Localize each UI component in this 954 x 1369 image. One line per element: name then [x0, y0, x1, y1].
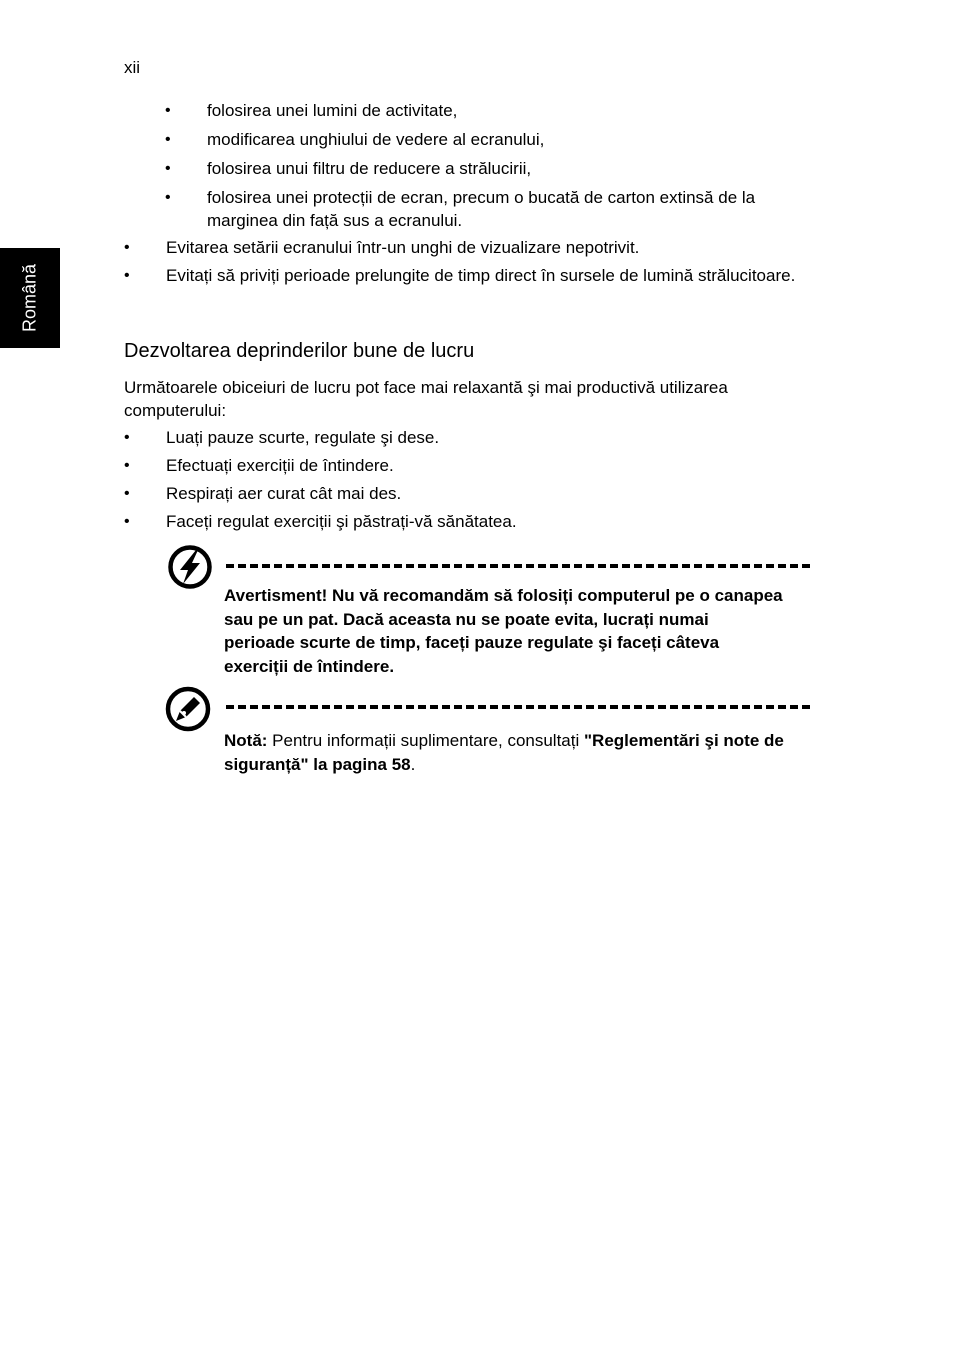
- list-item: [165, 128, 817, 151]
- bullet-icon: •: [124, 513, 130, 530]
- note-body: Pentru informații suplimentare, consultați: [267, 731, 584, 750]
- list-item-text: folosirea unui filtru de reducere a strălucirii,: [207, 159, 532, 178]
- list-item-text: Evitați să priviți perioade prelungite de timp direct în sursele de lumină strălucitoare.: [166, 266, 796, 285]
- list-item: [165, 157, 817, 180]
- list-item-text: Evitarea setării ecranului într-un unghi de vizualizare nepotrivit.: [166, 238, 640, 257]
- section-intro: Următoarele obiceiuri de lucru pot face mai relaxantă şi mai productivă utilizarea computerului:: [124, 378, 728, 420]
- bullet-icon: •: [165, 160, 171, 177]
- note-divider: [226, 705, 810, 709]
- list-item-text: Efectuați exerciții de întindere.: [166, 456, 394, 475]
- list-item: [124, 510, 806, 533]
- list-item: [124, 482, 806, 505]
- section-heading: Dezvoltarea deprinderilor bune de lucru: [124, 340, 475, 362]
- note-reference: "Reglementări şi note de siguranță" la pagina 58: [224, 731, 784, 774]
- bullet-list-avoid: [124, 236, 806, 287]
- warning-text: Avertisment! Nu vă recomandăm să folosiți computerul pe o canapea sau pe un pat. Dacă aceasta nu se poate evita, lucrați numai perioade scurte de timp, faceți pauze regulate şi faceți câteva exerciții de întindere.: [224, 586, 783, 676]
- bullet-list-habits: [124, 426, 806, 533]
- bullet-icon: •: [165, 131, 171, 148]
- bullet-icon: •: [124, 267, 130, 284]
- lightning-bolt-warning-icon: [167, 544, 213, 590]
- list-item: [165, 186, 817, 232]
- list-item-text: Faceți regulat exerciții şi păstrați-vă sănătatea.: [166, 512, 517, 531]
- pen-note-icon: [164, 685, 212, 733]
- bullet-icon: •: [165, 102, 171, 119]
- list-item-text: Luați pauze scurte, regulate şi dese.: [166, 428, 440, 447]
- bullet-icon: •: [124, 485, 130, 502]
- bullet-icon: •: [124, 239, 130, 256]
- list-item-text: folosirea unei protecții de ecran, precum o bucată de carton extinsă de la marginea din față sus a ecranului.: [207, 188, 756, 230]
- note-label: Notă:: [224, 731, 268, 750]
- language-tab-label: Română: [19, 263, 40, 333]
- list-item: [165, 99, 817, 122]
- note-end: .: [410, 755, 416, 774]
- list-item: [124, 264, 806, 287]
- bullet-icon: •: [165, 189, 171, 206]
- list-item-text: modificarea unghiului de vedere al ecranului,: [207, 130, 545, 149]
- warning-divider: [226, 564, 810, 568]
- sub-bullet-list: [165, 99, 817, 232]
- list-item: [124, 426, 806, 449]
- bullet-icon: •: [124, 429, 130, 446]
- bullet-icon: •: [124, 457, 130, 474]
- list-item-text: Respirați aer curat cât mai des.: [166, 484, 402, 503]
- language-tab: [0, 248, 60, 348]
- list-item-text: folosirea unei lumini de activitate,: [207, 101, 458, 120]
- list-item: [124, 454, 806, 477]
- list-item: [124, 236, 806, 259]
- note-text: [224, 729, 784, 777]
- page-number: xii: [124, 58, 141, 77]
